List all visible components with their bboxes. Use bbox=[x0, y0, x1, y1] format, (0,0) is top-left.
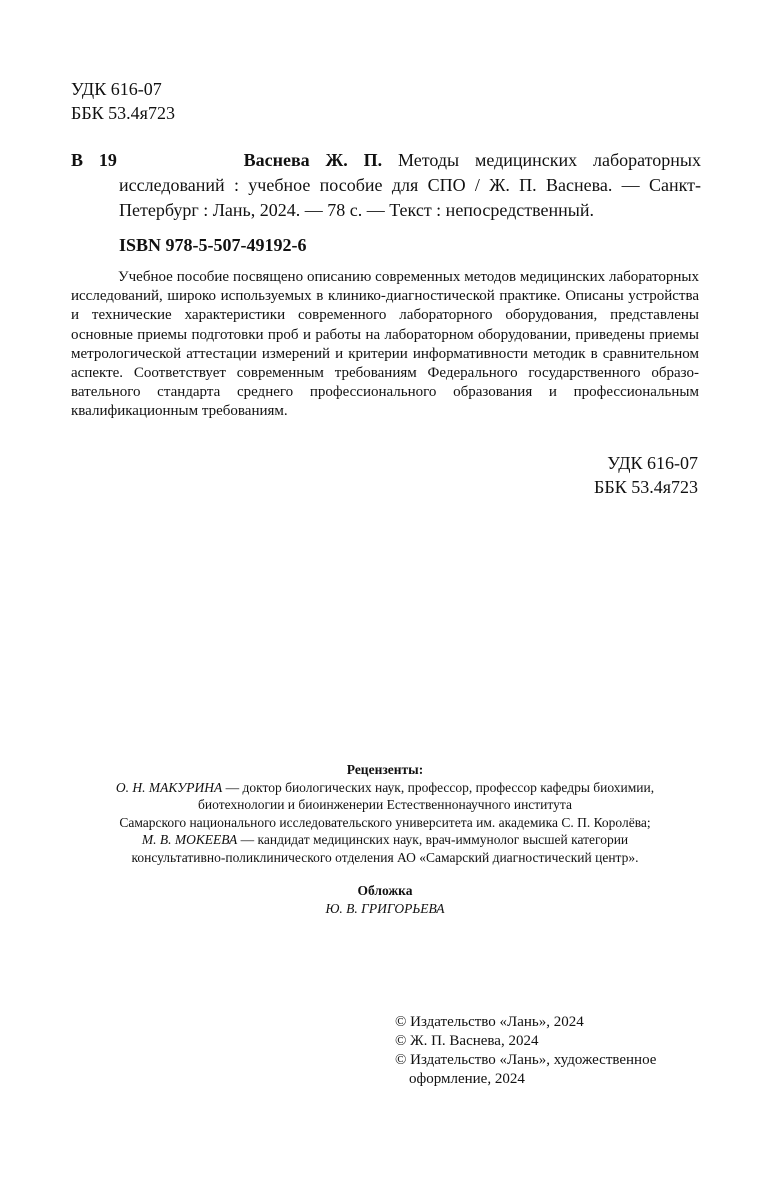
reviewer-2-line-2: консультативно-поликлинического отделения АО «Самарский диагностический центр». bbox=[131, 849, 639, 865]
cover-designer: Ю. В. ГРИГОРЬЕВА bbox=[325, 900, 445, 916]
reviewer-1-line-2: биотехнологии и биоинженерии Естественнонаучного института bbox=[198, 797, 572, 812]
copyright-line-2: © Ж. П. Васнева, 2024 bbox=[395, 1033, 539, 1049]
reviewer-2-name: М. В. МОКЕЕВА bbox=[141, 832, 238, 847]
author-name: Васнева Ж. П. bbox=[243, 150, 383, 170]
bbk-code-bottom: ББК 53.4я723 bbox=[594, 477, 698, 497]
udk-code-bottom: УДК 616-07 bbox=[607, 453, 698, 473]
copyright-line-1: © Издательство «Лань», 2024 bbox=[395, 1014, 584, 1030]
udk-code: УДК 616-07 bbox=[71, 79, 162, 99]
copyright-line-3-cont: оформление, 2024 bbox=[409, 1071, 525, 1087]
isbn: ISBN 978-5-507-49192-6 bbox=[119, 235, 307, 255]
udk-header bbox=[71, 77, 175, 125]
cover-credit bbox=[71, 882, 699, 917]
reviewer-1-line-1: О. Н. МАКУРИНА — доктор биологических наук, профессор, профессор кафедры биохимии, bbox=[115, 779, 655, 795]
biblio-line-2: исследований : учебное пособие для СПО / Ж. П. Васнева. — Санкт- bbox=[119, 175, 701, 195]
abstract bbox=[71, 268, 699, 422]
udk-footer bbox=[594, 451, 698, 499]
bbk-code: ББК 53.4я723 bbox=[71, 103, 175, 123]
bibliographic-record bbox=[71, 148, 701, 223]
reviewers-heading: Рецензенты: bbox=[346, 762, 424, 777]
cover-heading: Обложка bbox=[357, 883, 413, 898]
copyright-line-3: © Издательство «Лань», художественное bbox=[395, 1052, 657, 1068]
reviewer-1-name: О. Н. МАКУРИНА bbox=[115, 779, 223, 795]
reviewers-block bbox=[71, 761, 699, 866]
book-title: Методы медицинских лабораторных bbox=[398, 150, 702, 170]
author-mark: В 19 bbox=[71, 150, 117, 170]
copyright-block bbox=[395, 1013, 656, 1089]
reviewer-1-line-3: Самарского национального исследовательского университета им. академика С. П. Королёва; bbox=[119, 814, 651, 830]
reviewer-2-line-1: М. В. МОКЕЕВА — кандидат медицинских наук, врач-иммунолог высшей категории bbox=[141, 832, 629, 847]
abstract-text: Учебное пособие посвящено описанию современных методов медицинских лабораторных исследований, широко используемых в клинико-диагностической практике. Описаны устройства и технические характеристики современного лабораторного оборудования, представлены основные приемы подготовки проб и работы на лабораторном оборудовании, приведены приемы метрологической аттестации измерений и критерии информативности методик в сравнительном аспекте. Соответствует современным требованиям Федерального государственного образовательного стандарта среднего профессионального образования и профессиональным квалификационным требованиям. bbox=[71, 269, 699, 420]
biblio-line-3: Петербург : Лань, 2024. — 78 с. — Текст : непосредственный. bbox=[119, 200, 595, 220]
biblio-line-1 bbox=[71, 148, 701, 173]
